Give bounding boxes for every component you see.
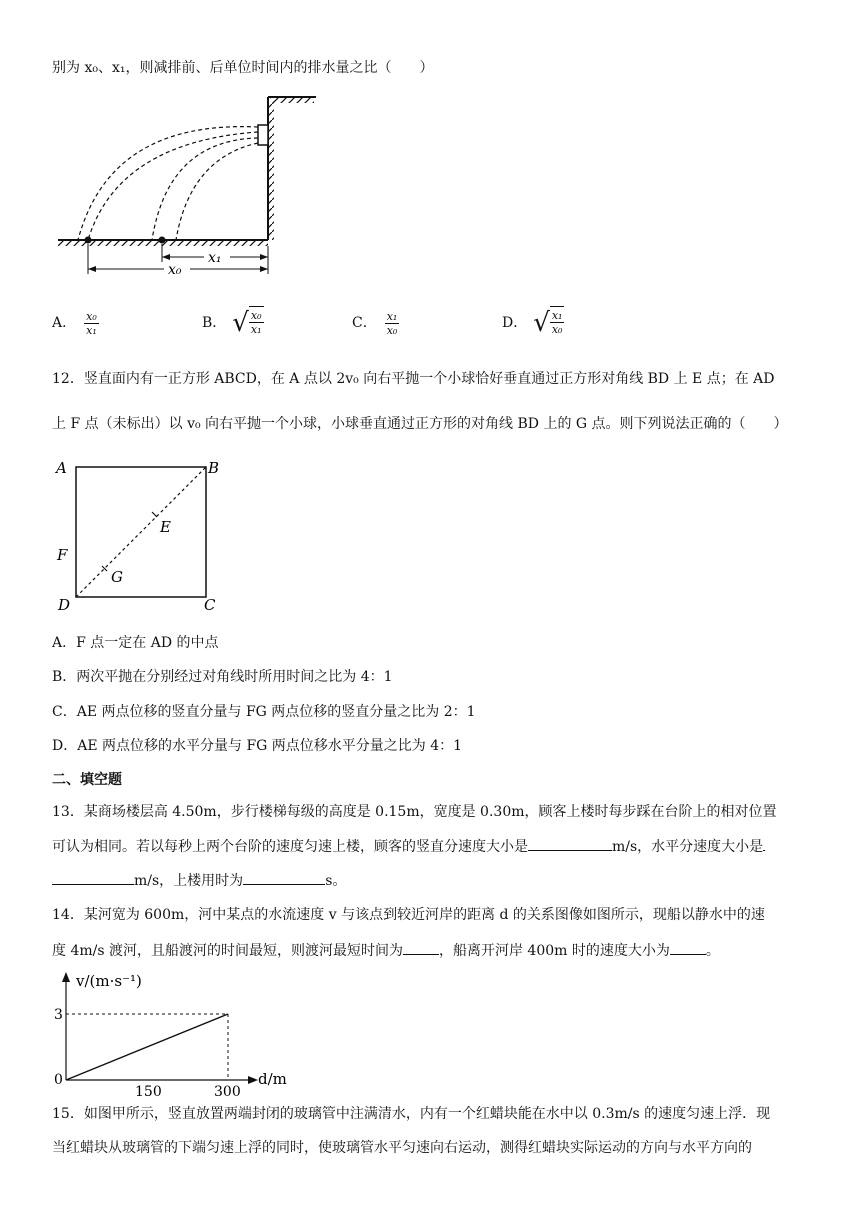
origin-label: 0 — [54, 1072, 63, 1088]
x-axis-label: d/m — [258, 1070, 287, 1088]
x-tick-300: 300 — [214, 1084, 241, 1100]
y-tick-3: 3 — [54, 1007, 63, 1023]
label-d: D — [58, 596, 71, 614]
q15-line1: 15．如图甲所示，竖直放置两端封闭的玻璃管中注满清水，内有一个红蜡块能在水中以 0.3m/s 的速度匀速上浮．现 — [52, 1106, 771, 1122]
velocity-line — [66, 1014, 228, 1080]
q11-option-c: C． $\frac{\text{x₁}}{\text{x₀}}$ — [352, 309, 398, 337]
x1-label: x₁ — [208, 250, 222, 266]
q13-line1: 13．某商场楼层高 4.50m，步行楼梯每级的高度是 0.15m，宽度是 0.30m，顾客上楼时每步踩在台阶上的相对位置 — [52, 804, 777, 820]
label-c: C — [204, 596, 216, 614]
section-title: 二、填空题 — [52, 772, 122, 788]
q11-option-b: B． √ $\frac{\text{x₀}}{\text{x₁}}$ — [202, 308, 262, 338]
q11-intro: 别为 x₀、x₁，则减排前、后单位时间内的排水量之比（ ） — [52, 60, 434, 76]
q12-line1: 12．竖直面内有一正方形 ABCD，在 A 点以 2v₀ 向右平抛一个小球恰好垂直通过正方形对角线 BD 上 E 点；在 AD — [52, 371, 775, 387]
q11-option-d: D． √ $\frac{\text{x₁}}{\text{x₀}}$ — [502, 308, 563, 338]
label-e: E — [160, 518, 171, 536]
q14-line2: 度 4m/s 渡河，且船渡河的时间最短，则渡河最短时间为 ，船离开河岸 400m 时的速度大小为 。 — [52, 940, 720, 961]
x-tick-150: 150 — [135, 1084, 162, 1100]
label-g: G — [111, 568, 123, 586]
q13-line2: 可认为相同。若以每秒上两个台阶的速度匀速上楼，顾客的竖直分速度大小是 m/s，水平分速度大小是 — [52, 836, 765, 857]
q12-option-a: A．F 点一定在 AD 的中点 — [52, 635, 219, 651]
q13-line3: m/s，上楼用时为 s。 — [52, 870, 346, 891]
q15-line2: 当红蜡块从玻璃管的下端匀速上浮的同时，使玻璃管水平匀速向右运动，测得红蜡块实际运动的方向与水平方向的 — [52, 1140, 752, 1156]
q12-option-b: B．两次平抛在分别经过对角线时所用时间之比为 4：1 — [52, 669, 393, 685]
q12-line2: 上 F 点（未标出）以 v₀ 向右平抛一个小球，小球垂直通过正方形的对角线 BD 上的 G 点。则下列说法正确的（ ） — [52, 416, 788, 432]
label-b: B — [208, 459, 220, 477]
label-f: F — [57, 546, 68, 564]
label-a: A — [56, 459, 67, 477]
q11-option-a: A． $\frac{\text{x₀}}{\text{x₁}}$ — [52, 309, 97, 337]
q14-line1: 14．某河宽为 600m，河中某点的水流速度 v 与该点到较近河岸的距离 d 的关系图像如图所示，现船以静水中的速 — [52, 907, 765, 923]
y-axis-label: v/(m·s⁻¹) — [76, 972, 142, 990]
q12-option-c: C．AE 两点位移的竖直分量与 FG 两点位移的竖直分量之比为 2：1 — [52, 704, 476, 720]
q12-option-d: D．AE 两点位移的水平分量与 FG 两点位移水平分量之比为 4：1 — [52, 738, 463, 754]
x0-label: x₀ — [168, 262, 182, 278]
